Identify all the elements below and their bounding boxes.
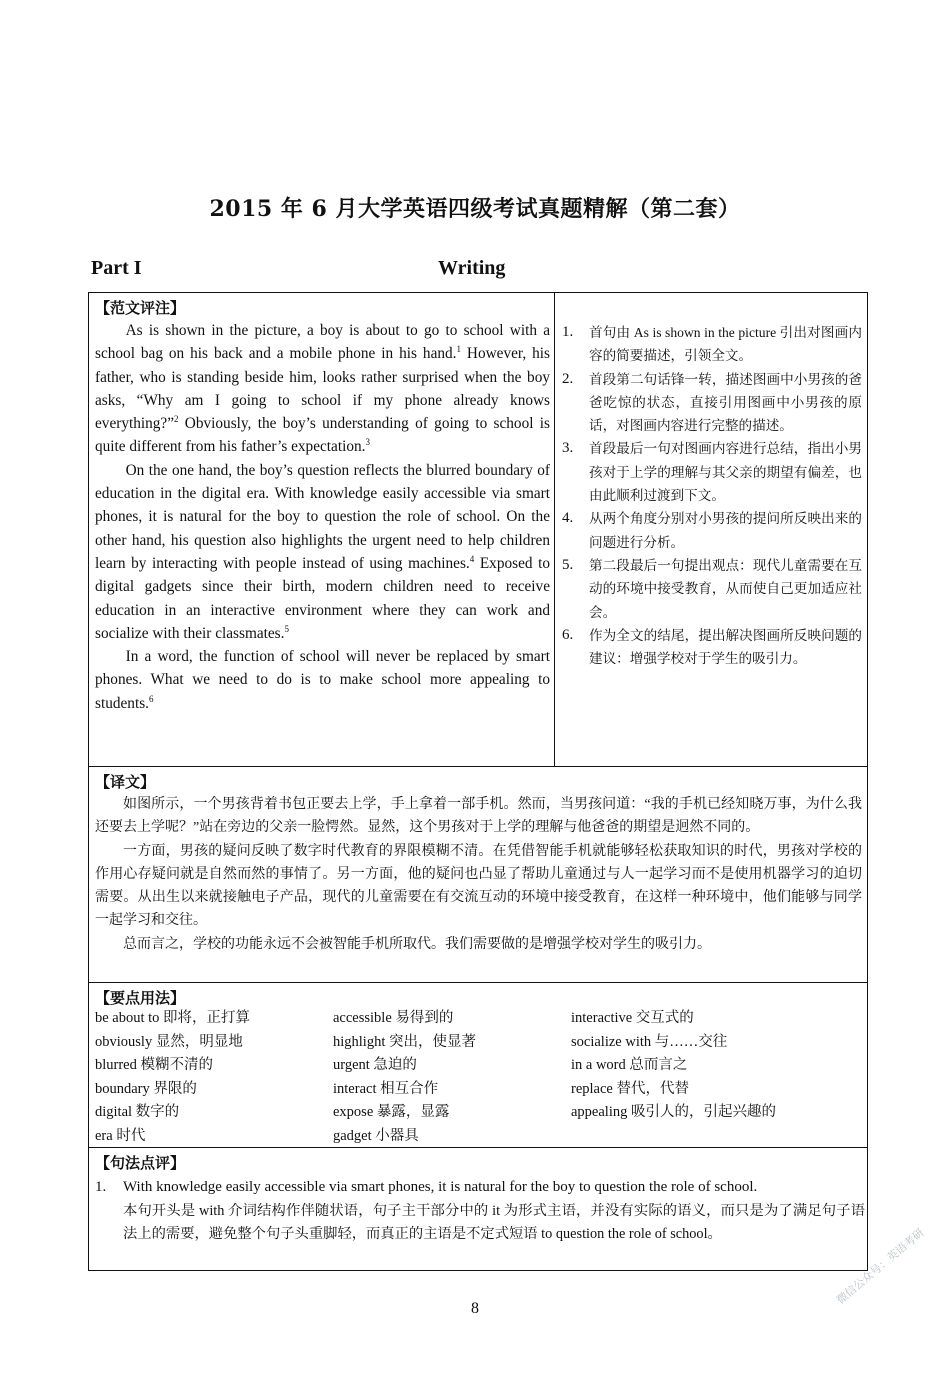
note-text: 首段第二句话锋一转，描述图画中小男孩的爸爸吃惊的状态，直接引用图画中小男孩的原话，对图画内容进行完整的描述。 (589, 371, 862, 434)
note-text: 作为全文的结尾，提出解决图画所反映问题的建议：增强学校对于学生的吸引力。 (589, 627, 862, 667)
note-marker: 1 (456, 344, 461, 355)
note-marker: 5 (284, 623, 289, 634)
vocab-column-2 (333, 1007, 571, 1148)
vocab-item: obviously 显然，明显地 (95, 1033, 243, 1050)
vocab-item: blurred 模糊不清的 (95, 1057, 213, 1073)
vocab-item: socialize with 与……交往 (571, 1033, 728, 1050)
note-marker: 2 (174, 414, 179, 425)
note-number: 6. (562, 626, 574, 643)
note-number: 4. (562, 510, 574, 527)
essay-paragraph (95, 645, 550, 715)
essay-heading: 【范文评注】 (95, 299, 186, 317)
note-number: 3. (562, 440, 574, 457)
essay-sentence: As is shown in the picture, a boy is about to go to school with a school bag on his back and a mobile phone in his hand. (95, 322, 550, 363)
note-item (562, 368, 862, 438)
vocab-item: urgent 急迫的 (333, 1057, 417, 1073)
part-name: Writing (438, 257, 506, 279)
translation-box (88, 767, 868, 983)
note-item (562, 624, 862, 671)
essay-text (95, 319, 550, 715)
note-marker: 4 (469, 553, 475, 564)
page-number: 8 (471, 1300, 479, 1317)
essay-sentence: In a word, the function of school will never be replaced by smart phones. What we need to do is to make school more appealing to students. (95, 648, 550, 712)
column-divider (554, 293, 555, 766)
note-number: 2. (562, 370, 574, 387)
essay-paragraph (95, 319, 550, 459)
vocab-item: digital 数字的 (95, 1104, 180, 1120)
note-item (562, 437, 862, 507)
vocab-item: appealing 吸引人的，引起兴趣的 (571, 1104, 776, 1120)
note-item (562, 321, 862, 368)
notes-list (562, 321, 862, 670)
vocab-item: interact 相互合作 (333, 1080, 439, 1097)
translation-paragraph: 一方面，男孩的疑问反映了数字时代教育的界限模糊不清。在凭借智能手机就能够轻松获取知识的时代，男孩对学校的作用心存疑问就是自然而然的事情了。另一方面，他的疑问也凸显了帮助儿童通过与人一起学习而不是使用机器学习的迫切需要。从出生以来就接触电子产品，现代的儿童需要在有交流互动的环境中接受教育，在这样一种环境中，他们能够与同学一起学习和交往。 (95, 843, 862, 929)
vocab-item: era 时代 (95, 1127, 146, 1144)
vocab-item: expose 暴露，显露 (333, 1104, 450, 1120)
note-text: 第二段最后一句提出观点：现代儿童需要在互动的环境中接受教育，从而使自己更加适应社会。 (589, 557, 862, 620)
essay-sentence: Exposed to digital gadgets since their birth, modern children need to receive education in an interactive environment where they can work and socialize with their classmates. (95, 554, 550, 642)
essay-box (88, 292, 868, 767)
part-label: Part I (91, 257, 142, 279)
vocab-box (88, 983, 868, 1148)
vocab-column-3 (571, 1007, 851, 1148)
syntax-box (88, 1148, 868, 1271)
vocab-item: in a word 总而言之 (571, 1057, 688, 1073)
vocab-item: boundary 界限的 (95, 1080, 197, 1097)
translation-text (95, 793, 862, 956)
syntax-comment: 本句开头是 with 介词结构作伴随状语，句子主干部分中的 it 为形式主语，并没有实际的语义，而只是为了满足句子语法上的需要，避免整个句子头重脚轻，而真正的主语是不定式短语 to question the role of school。 (123, 1202, 865, 1242)
note-marker: 6 (148, 693, 154, 704)
syntax-heading: 【句法点评】 (95, 1154, 186, 1172)
watermark: 微信公众号：英语考研 (834, 1226, 927, 1307)
translation-heading: 【译文】 (95, 773, 156, 791)
vocab-item: gadget 小器具 (333, 1127, 419, 1144)
essay-sentence: Obviously, the boy’s understanding of going to school is quite different from his father’s expectation. (95, 415, 550, 456)
syntax-item (95, 1176, 865, 1247)
vocab-column-1 (95, 1007, 333, 1148)
vocab-item: highlight 突出，使显著 (333, 1033, 476, 1050)
note-item (562, 507, 862, 554)
page-title: 2015 年 6 月大学英语四级考试真题精解（第二套） (209, 196, 741, 222)
note-number: 1. (562, 324, 574, 340)
note-text: 从两个角度分别对小男孩的提问所反映出来的问题进行分析。 (589, 511, 862, 550)
essay-sentence: On the one hand, the boy’s question reflects the blurred boundary of education in the digital era. With knowledge easily accessible via smart phones, it is natural for the boy to question the role of school. On the other hand, his question also highlights the urgent need to help children learn by interacting with people instead of using machines. (95, 461, 550, 572)
note-text: 首段最后一句对图画内容进行总结，指出小男孩对于上学的理解与其父亲的期望有偏差，也由此顺利过渡到下文。 (589, 441, 862, 504)
vocab-item: accessible 易得到的 (333, 1010, 454, 1026)
note-text: 首句由 As is shown in the picture 引出对图画内容的简要描述，引领全文。 (589, 325, 862, 364)
vocab-item: replace 替代，代替 (571, 1080, 689, 1097)
essay-paragraph (95, 459, 550, 645)
translation-paragraph: 如图所示，一个男孩背着书包正要去上学，手上拿着一部手机。然而，当男孩问道：“我的手机已经知晓万事，为什么我还要去上学呢？”站在旁边的父亲一脸愕然。显然，这个男孩对于上学的理解与他爸爸的期望是迥然不同的。 (95, 797, 862, 836)
vocab-heading: 【要点用法】 (95, 989, 186, 1007)
note-marker: 3 (365, 437, 370, 448)
essay-sentence: However, his father, who is standing beside him, looks rather surprised when the boy asks, “Why am I going to school if my phone already knows everything?” (95, 345, 550, 433)
syntax-sentence (95, 1176, 865, 1200)
note-item (562, 554, 862, 624)
vocab-item: be about to 即将，正打算 (95, 1010, 251, 1026)
translation-paragraph: 总而言之，学校的功能永远不会被智能手机所取代。我们需要做的是增强学校对学生的吸引力。 (123, 936, 711, 952)
vocab-item: interactive 交互式的 (571, 1010, 694, 1026)
note-number: 5. (562, 556, 574, 573)
syntax-sentence-text: With knowledge easily accessible via smart phones, it is natural for the boy to question the role of school. (123, 1179, 758, 1195)
syntax-number: 1. (95, 1179, 107, 1195)
vocab-grid (95, 1007, 865, 1148)
